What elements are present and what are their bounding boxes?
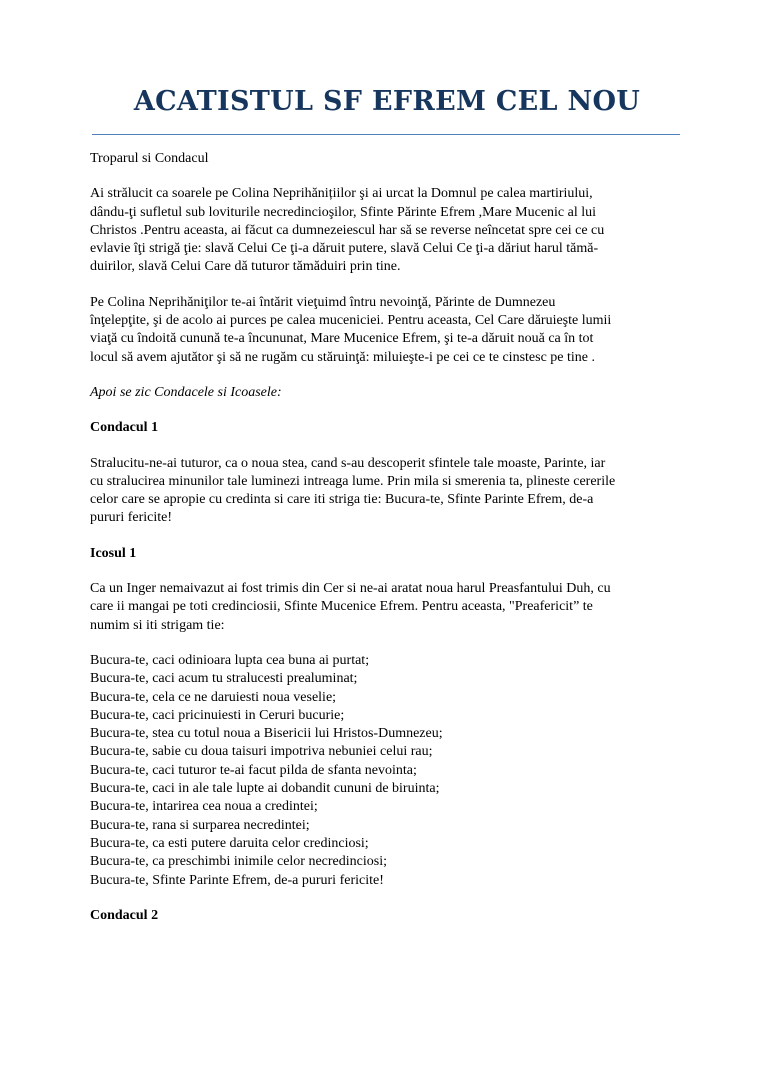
text-line: numim si iti strigam tie: (90, 617, 225, 633)
text-line: dându-ţi sufletul sub loviturile necredincioşilor, Sfinte Părinte Efrem ,Mare Mucenic al lui (90, 204, 597, 220)
list-item: Bucura-te, rana si surparea necredintei; (90, 817, 310, 833)
list-item: Bucura-te, ca preschimbi inimile celor necredinciosi; (90, 854, 387, 870)
list-item: Bucura-te, sabie cu doua taisuri impotriva nebuniei celui rau; (90, 744, 433, 760)
text-line: Christos .Pentru aceasta, ai făcut ca dumnezeiescul har să se reverse neîncetat spre cei ce cu (90, 222, 605, 238)
list-item: Bucura-te, caci in ale tale lupte ai dobandit cununi de biruinta; (90, 781, 440, 797)
text-line: Stralucitu-ne-ai tuturor, ca o noua stea, cand s-au descoperit sfintele tale moaste, Parinte, iar (90, 455, 606, 471)
icosul-1-heading: Icosul 1 (90, 545, 137, 561)
text-line: celor care se apropie cu credinta si care iti striga tie: Bucura-te, Sfinte Parinte Efrem, de-a (90, 492, 594, 508)
text-line: viaţă cu îndoită cunună te-a încununat, Mare Mucenice Efrem, şi te-a dăruit nouă ca în tot (90, 331, 594, 347)
condac-paragraph (90, 294, 684, 367)
list-item: Bucura-te, caci odinioara lupta cea buna ai purtat; (90, 652, 370, 668)
icosul-1-paragraph (90, 580, 684, 635)
text-line: locul să avem ajutător şi să ne rugăm cu stăruinţă: miluieşte-i pe cei ce te cinstesc pe tine . (90, 349, 595, 365)
troparul-heading: Troparul si Condacul (90, 151, 209, 166)
text-line: evlavie îţi strigă ţie: slavă Celui Ce ţi-a dăruit putere, slavă Celui Ce ţi-a dăriut harul tămă- (90, 241, 599, 257)
text-line: Pe Colina Neprihăniţilor te-ai întărit vieţuimd întru nevoinţă, Părinte de Dumnezeu (90, 294, 556, 310)
list-item: Bucura-te, caci tuturor te-ai facut pilda de sfanta nevointa; (90, 762, 417, 778)
troparul-paragraph (90, 185, 684, 276)
text-line: Ai strălucit ca soarele pe Colina Neprihănițiilor şi ai urcat la Domnul pe calea martiriului, (90, 186, 593, 202)
text-line: Ca un Inger nemaivazut ai fost trimis din Cer si ne-ai aratat noua harul Preasfantului Duh, cu (90, 581, 611, 597)
list-item: Bucura-te, ca esti putere daruita celor credinciosi; (90, 835, 369, 851)
apoi-line: Apoi se zic Condacele si Icoasele: (90, 384, 282, 400)
bucura-te-list (90, 652, 684, 890)
list-item: Bucura-te, caci acum tu stralucesti prealuminat; (90, 671, 358, 687)
text-line: înţelepţite, şi de acolo ai purces pe calea muceniciei. Pentru aceasta, Cel Care dăruieşte lumii (90, 313, 612, 329)
list-item: Bucura-te, caci pricinuiesti in Ceruri bucurie; (90, 707, 345, 723)
text-line: duirilor, slavă Celui Care dă tuturor tămăduiri prin tine. (90, 259, 401, 275)
list-item: Bucura-te, stea cu totul noua a Bisericii lui Hristos-Dumnezeu; (90, 726, 443, 742)
condacul-2-heading: Condacul 2 (90, 907, 159, 923)
list-item: Bucura-te, intarirea cea noua a credintei; (90, 799, 318, 815)
condacul-1-heading: Condacul 1 (90, 420, 159, 436)
title-underline (92, 134, 680, 135)
text-line: pururi fericite! (90, 510, 173, 526)
text-line: cu stralucirea minunilor tale luminezi intreaga lume. Prin mila si smerenia ta, plineste cererile (90, 473, 616, 489)
document-title: ACATISTUL SF EFREM CEL NOU (133, 86, 641, 117)
condacul-1-paragraph (90, 455, 684, 528)
text-line: care ii mangai pe toti credinciosii, Sfinte Mucenice Efrem. Pentru aceasta, "Preafericit” te (90, 599, 593, 615)
list-item: Bucura-te, Sfinte Parinte Efrem, de-a pururi fericite! (90, 872, 384, 888)
document-body (90, 150, 684, 925)
list-item: Bucura-te, cela ce ne daruiesti noua veselie; (90, 689, 337, 705)
